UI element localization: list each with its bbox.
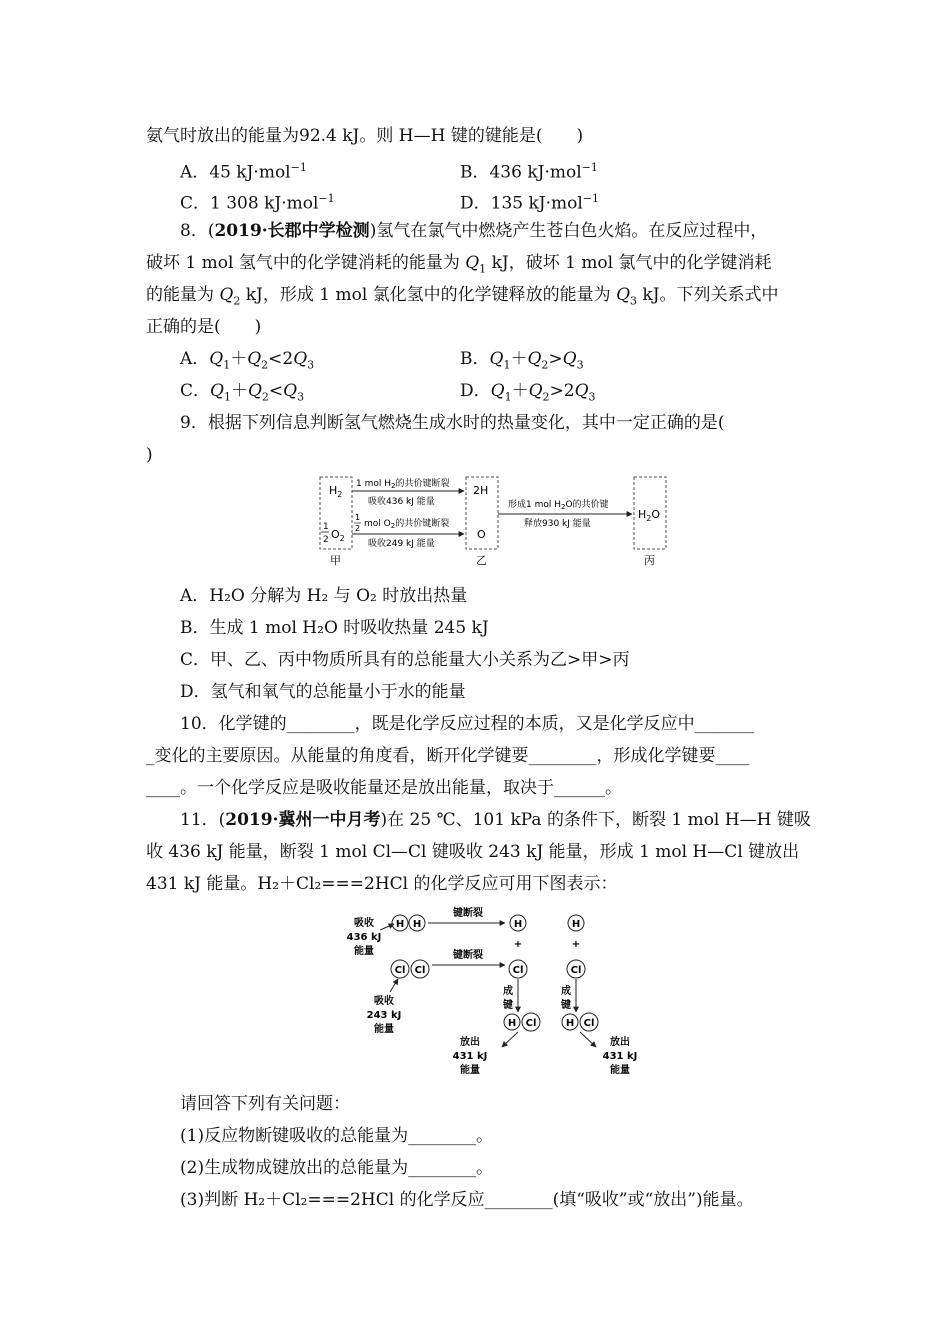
q11-stem-line1: 11．(2019·冀州一中月考)在 25 ℃、101 kPa 的条件下，断裂 1 mol H—H 键吸	[180, 810, 811, 830]
q11-sub3: (3)判断 H₂＋Cl₂===2HCl 的化学反应________(填“吸收”或“放出”)能量。	[180, 1190, 754, 1210]
q8-stem-line4: 正确的是( )	[146, 317, 262, 337]
q7-option-b: B．436 kJ·mol$^{-1}$	[460, 161, 598, 183]
cl-atom-1-label: Cl	[394, 965, 406, 976]
bond1-line2: 键	[503, 1000, 513, 1011]
release2-arrow	[580, 1032, 596, 1047]
absorb2-line2: 243 kJ	[366, 1010, 402, 1021]
q10-line1: 10．化学键的________，既是化学反应过程的本质，又是化学反应中_______	[180, 714, 755, 734]
q8-stem-line2: 破坏 1 mol 氢气中的化学键消耗的能量为 $Q_1$ kJ，破坏 1 mol 氯气中的化学键消耗	[146, 253, 772, 276]
absorb2-line3: 能量	[374, 1024, 394, 1035]
h-atom-1-label: H	[395, 919, 405, 930]
q11-sub2: (2)生成物成键放出的总能量为________。	[180, 1158, 494, 1178]
q9-option-a: A．H₂O 分解为 H₂ 与 O₂ 时放出热量	[180, 586, 468, 606]
release2-line1: 放出	[610, 1037, 630, 1048]
hcl1-h-label: H	[507, 1018, 517, 1029]
break-label-2: 键断裂	[453, 950, 483, 961]
arrow2-top-label: mol $O_2$的共价键断裂	[364, 519, 450, 530]
bond2-line2: 键	[561, 1000, 571, 1011]
bond1-line1: 成	[503, 986, 513, 997]
q9-energy-diagram	[310, 474, 680, 570]
q8-option-a: A．$Q_1+Q_2<2Q_3$	[180, 349, 315, 372]
label-yi: 乙	[476, 554, 487, 567]
q11-stem-line2: 收 436 kJ 能量，断裂 1 mol Cl—Cl 键吸收 243 kJ 能量，形成 1 mol H—Cl 键放出	[146, 842, 800, 862]
hcl1-cl-label: Cl	[525, 1018, 537, 1029]
q9-option-d: D．氢气和氧气的总能量小于水的能量	[180, 682, 466, 702]
q9-stem-line2: )	[146, 445, 153, 465]
q11-prompt: 请回答下列有关问题：	[180, 1094, 350, 1114]
o2-label: $O_2$	[331, 528, 345, 543]
half-num: 1	[323, 522, 329, 532]
arrow2-bottom-label: 吸收249 kJ 能量	[368, 539, 435, 549]
q11-sub1: (1)反应物断键吸收的总能量为________。	[180, 1126, 494, 1146]
cl-atom-2-label: Cl	[414, 965, 426, 976]
q8-option-d: D．$Q_1+Q_2>2Q_3$	[460, 381, 596, 404]
q9-option-c: C．甲、乙、丙中物质所具有的总能量大小关系为乙>甲>丙	[180, 650, 630, 670]
q7-option-c: C．1 308 kJ·mol$^{-1}$	[180, 192, 335, 214]
release2-line2: 431 kJ	[602, 1051, 638, 1062]
q8-stem-line1: 8．(2019·长郡中学检测)氢气在氯气中燃烧产生苍白色火焰。在反应过程中，	[180, 221, 768, 241]
bond2-line1: 成	[561, 986, 571, 997]
h-atom-2-label: H	[412, 919, 422, 930]
q11-stem-line3: 431 kJ 能量。H₂＋Cl₂===2HCl 的化学反应可用下图表示：	[146, 874, 618, 894]
q10-line2: _变化的主要原因。从能量的角度看，断开化学键要________，形成化学键要____	[146, 746, 750, 766]
q10-line3: ____。一个化学反应是吸收能量还是放出能量，取决于______。	[146, 778, 622, 798]
product-h2o: $H_2O$	[638, 508, 661, 523]
release2-line3: 能量	[610, 1065, 630, 1076]
label-bing: 丙	[644, 554, 655, 567]
plus-mid: +	[513, 939, 523, 950]
release1-line3: 能量	[460, 1065, 480, 1076]
h2-label: $H_2$	[329, 484, 343, 499]
release1-line1: 放出	[460, 1037, 480, 1048]
absorb1-line2: 436 kJ	[346, 932, 382, 943]
arrow1-top-label: 1 mol $H_2$的共价键断裂	[356, 479, 450, 490]
h-atom-right-label: H	[571, 919, 581, 930]
mid-o: O	[477, 528, 486, 541]
q9-stem-line1: 9．根据下列信息判断氢气燃烧生成水时的热量变化，其中一定正确的是(	[180, 413, 725, 433]
plus-right: +	[571, 939, 581, 950]
arrow1-bottom-label: 吸收436 kJ 能量	[368, 497, 435, 507]
break-label-1: 键断裂	[453, 908, 483, 919]
q7-option-a: A．45 kJ·mol$^{-1}$	[180, 161, 307, 183]
arrow2-frac-den: 2	[355, 524, 361, 533]
arrow3-bottom-label: 释放930 kJ 能量	[524, 519, 591, 529]
absorb2-arrow	[390, 979, 398, 992]
mid-2h: 2H	[473, 484, 489, 497]
hcl2-cl-label: Cl	[583, 1018, 595, 1029]
arrow2-frac-num: 1	[355, 513, 361, 522]
arrow3-top-label: 形成1 mol $H_2O$的共价键	[508, 500, 609, 511]
q9-option-b: B．生成 1 mol H₂O 时吸收热量 245 kJ	[180, 618, 489, 638]
release1-line2: 431 kJ	[452, 1051, 488, 1062]
q7-stem-tail: 氨气时放出的能量为92.4 kJ。则 H—H 键的键能是( )	[146, 126, 584, 146]
q8-option-b: B．$Q_1+Q_2>Q_3$	[460, 349, 584, 372]
absorb1-line3: 能量	[354, 946, 374, 957]
cl-atom-right-label: Cl	[570, 965, 582, 976]
hcl2-h-label: H	[565, 1018, 575, 1029]
label-jia: 甲	[330, 554, 341, 567]
q8-stem-line3: 的能量为 $Q_2$ kJ，形成 1 mol 氯化氢中的化学键释放的能量为 $Q_3$ kJ。下列关系式中	[146, 285, 779, 308]
absorb2-line1: 吸收	[374, 996, 394, 1007]
absorb1-line1: 吸收	[354, 918, 374, 929]
half-den: 2	[323, 535, 329, 545]
q8-option-c: C．$Q_1+Q_2<Q_3$	[180, 381, 305, 404]
cl-atom-mid-label: Cl	[512, 965, 524, 976]
release1-arrow	[502, 1032, 518, 1047]
q11-bond-diagram	[340, 902, 650, 1084]
h-atom-mid-label: H	[513, 919, 523, 930]
q7-option-d: D．135 kJ·mol$^{-1}$	[460, 192, 600, 214]
